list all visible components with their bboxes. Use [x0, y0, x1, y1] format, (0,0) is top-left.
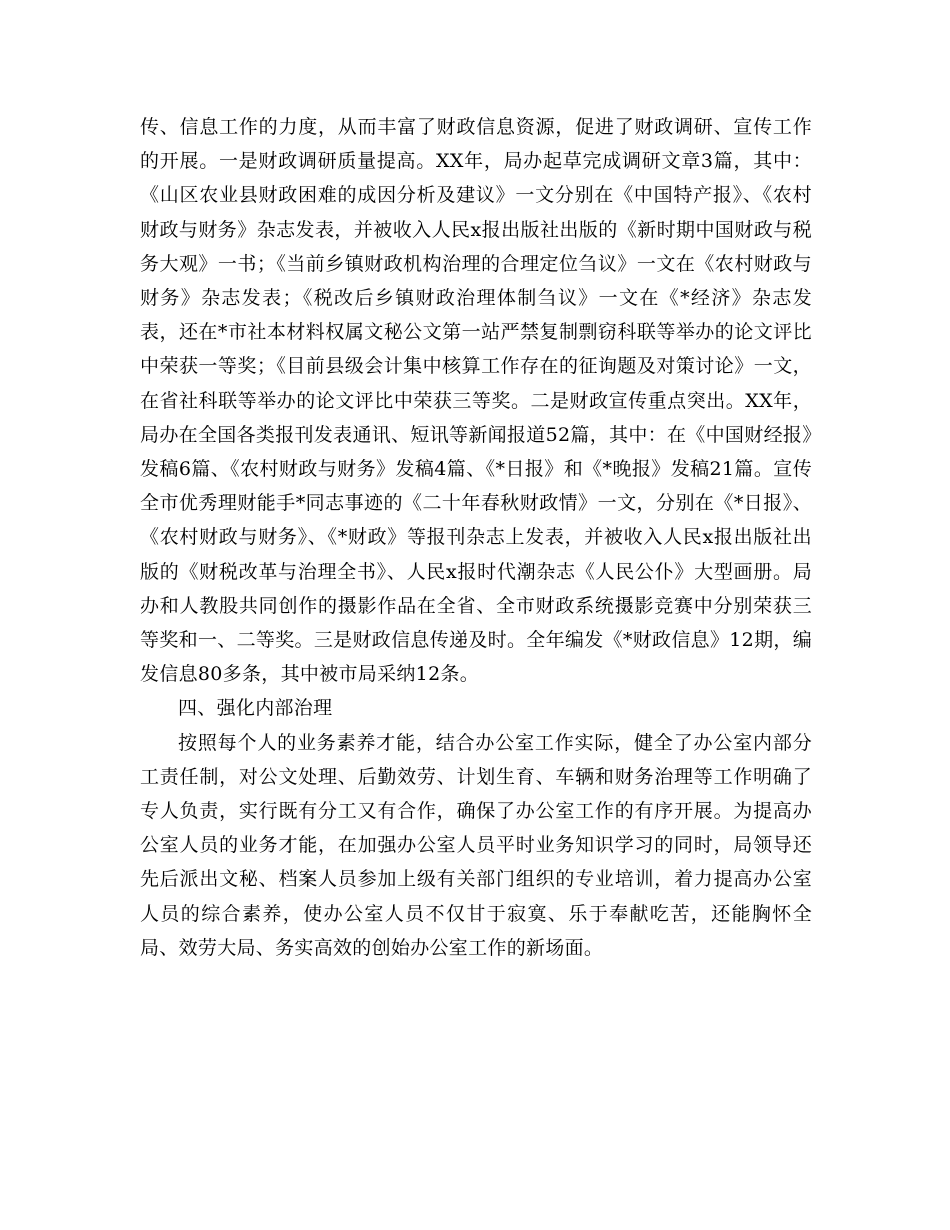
body-paragraph: 按照每个人的业务素养才能，结合办公室工作实际，健全了办公室内部分工责任制，对公文处理、后勤效劳、计划生育、车辆和财务治理等工作明确了专人负责，实行既有分工又有合作，确保了办公室工作的有序开展。为提高办公室人员的业务才能，在加强办公室人员平时业务知识学习的同时，局领导还先后派出文秘、档案人员参加上级有关部门组织的专业培训，着力提高办公室人员的综合素养，使办公室人员不仅甘于寂寞、乐于奉献吃苦，还能胸怀全局、效劳大局、务实高效的创始办公室工作的新场面。 — [140, 731, 812, 959]
document-body — [140, 110, 812, 965]
section-heading-4: 四、强化内部治理 — [178, 697, 333, 720]
body-paragraph-continued: 传、信息工作的力度，从而丰富了财政信息资源，促进了财政调研、宣传工作的开展。一是财政调研质量提高。XX年，局办起草完成调研文章3篇，其中：《山区农业县财政困难的成因分析及建议》一文分别在《中国特产报》、《农村财政与财务》杂志发表，并被收入人民x报出版社出版的《新时期中国财政与税务大观》一书；《当前乡镇财政机构治理的合理定位刍议》一文在《农村财政与财务》杂志发表；《税改后乡镇财政治理体制刍议》一文在《*经济》杂志发表，还在*市社本材料权属文秘公文第一站严禁复制剽窃科联等举办的论文评比中荣获一等奖；《目前县级会计集中核算工作存在的征询题及对策讨论》一文，在省社科联等举办的论文评比中荣获三等奖。二是财政宣传重点突出。XX年，局办在全国各类报刊发表通讯、短讯等新闻报道52篇，其中：在《中国财经报》发稿6篇、《农村财政与财务》发稿4篇、《*日报》和《*晚报》发稿21篇。宣传全市优秀理财能手*同志事迹的《二十年春秋财政情》一文，分别在《*日报》、《农村财政与财务》、《*财政》等报刊杂志上发表，并被收入人民x报出版社出版的《财税改革与治理全书》、人民x报时代潮杂志《人民公仆》大型画册。局办和人教股共同创作的摄影作品在全省、全市财政系统摄影竞赛中分别荣获三等奖和一、二等奖。三是财政信息传递及时。全年编发《*财政信息》12期，编发信息80多条，其中被市局采纳12条。 — [140, 116, 812, 686]
